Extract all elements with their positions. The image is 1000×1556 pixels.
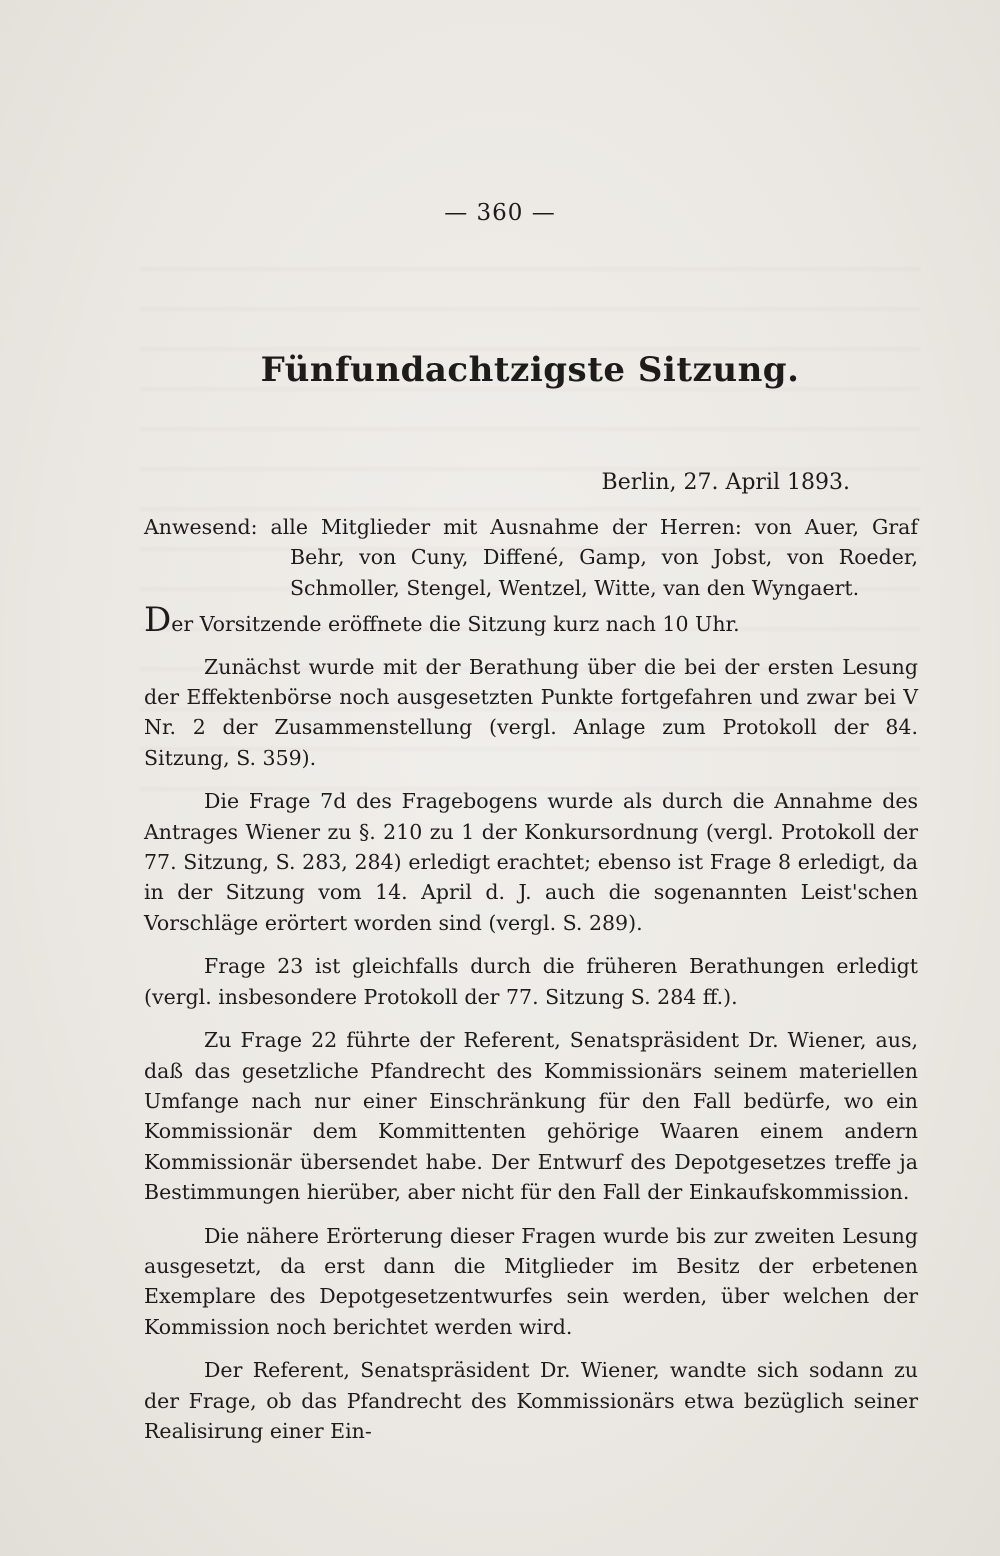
opening-paragraph bbox=[144, 600, 918, 641]
page-number: — 360 — bbox=[444, 200, 556, 226]
session-title: Fünfundachtzigste Sitzung. bbox=[260, 350, 800, 390]
drop-cap: D bbox=[144, 600, 172, 641]
paragraph-agenda: Zunächst wurde mit der Berathung über die bei der ersten Lesung der Effektenbörse noch ausgesetzten Punkte fortgefahren und zwar bei V Nr. 2 der Zusammenstellung (vergl. Anlage zum Protokoll der 84. Sitzung, S. 359). bbox=[144, 654, 918, 770]
paragraph-referent: Der Referent, Senatspräsident Dr. Wiener, wandte sich sodann zu der Frage, ob das Pfandrecht des Kommissionärs etwa bezüglich seiner Realisirung einer Ein- bbox=[144, 1358, 918, 1443]
paragraph-question-22: Zu Frage 22 führte der Referent, Senatspräsident Dr. Wiener, aus, daß das gesetzliche Pfandrecht des Kommissionärs seinem materiellen Umfange nach nur einer Einschränkung für den Fall bedürfe, wo ein Kommissionär dem Kommittenten gehörige Waaren einem andern Kommissionär übersendet habe. Der Entwurf des Depotgesetzes treffe ja Bestimmungen hierüber, aber nicht für den Fall der Einkaufskommission. bbox=[144, 1028, 918, 1205]
attendance-paragraph: Anwesend: alle Mitglieder mit Ausnahme der Herren: von Auer, Graf Behr, von Cuny, Diffené, Gamp, von Jobst, von Roeder, Schmoller, Stengel, Wentzel, Witte, van den Wyngaert. bbox=[144, 515, 918, 600]
paragraph-question-7d: Die Frage 7d des Fragebogens wurde als durch die Annahme des Antrages Wiener zu §. 210 zu 1 der Konkursordnung (vergl. Protokoll der 77. Sitzung, S. 283, 284) erledigt erachtet; ebenso ist Frage 8 erledigt, da in der Sitzung vom 14. April d. J. auch die sogenannten Leist'schen Vorschläge erörtert worden sind (vergl. S. 289). bbox=[144, 789, 918, 935]
document-body bbox=[144, 512, 918, 1459]
place-and-date: Berlin, 27. April 1893. bbox=[601, 470, 850, 495]
opening-text: er Vorsitzende eröffnete die Sitzung kurz nach 10 Uhr. bbox=[171, 612, 740, 637]
paragraph-deferral: Die nähere Erörterung dieser Fragen wurde bis zur zweiten Lesung ausgesetzt, da erst dann die Mitglieder im Besitz der erbetenen Exemplare des Depotgesetzentwurfes sein werden, über welchen der Kommission noch berichtet werden wird. bbox=[144, 1223, 918, 1339]
paragraph-question-23: Frage 23 ist gleichfalls durch die früheren Berathungen erledigt (vergl. insbesondere Protokoll der 77. Sitzung S. 284 ff.). bbox=[144, 954, 918, 1009]
